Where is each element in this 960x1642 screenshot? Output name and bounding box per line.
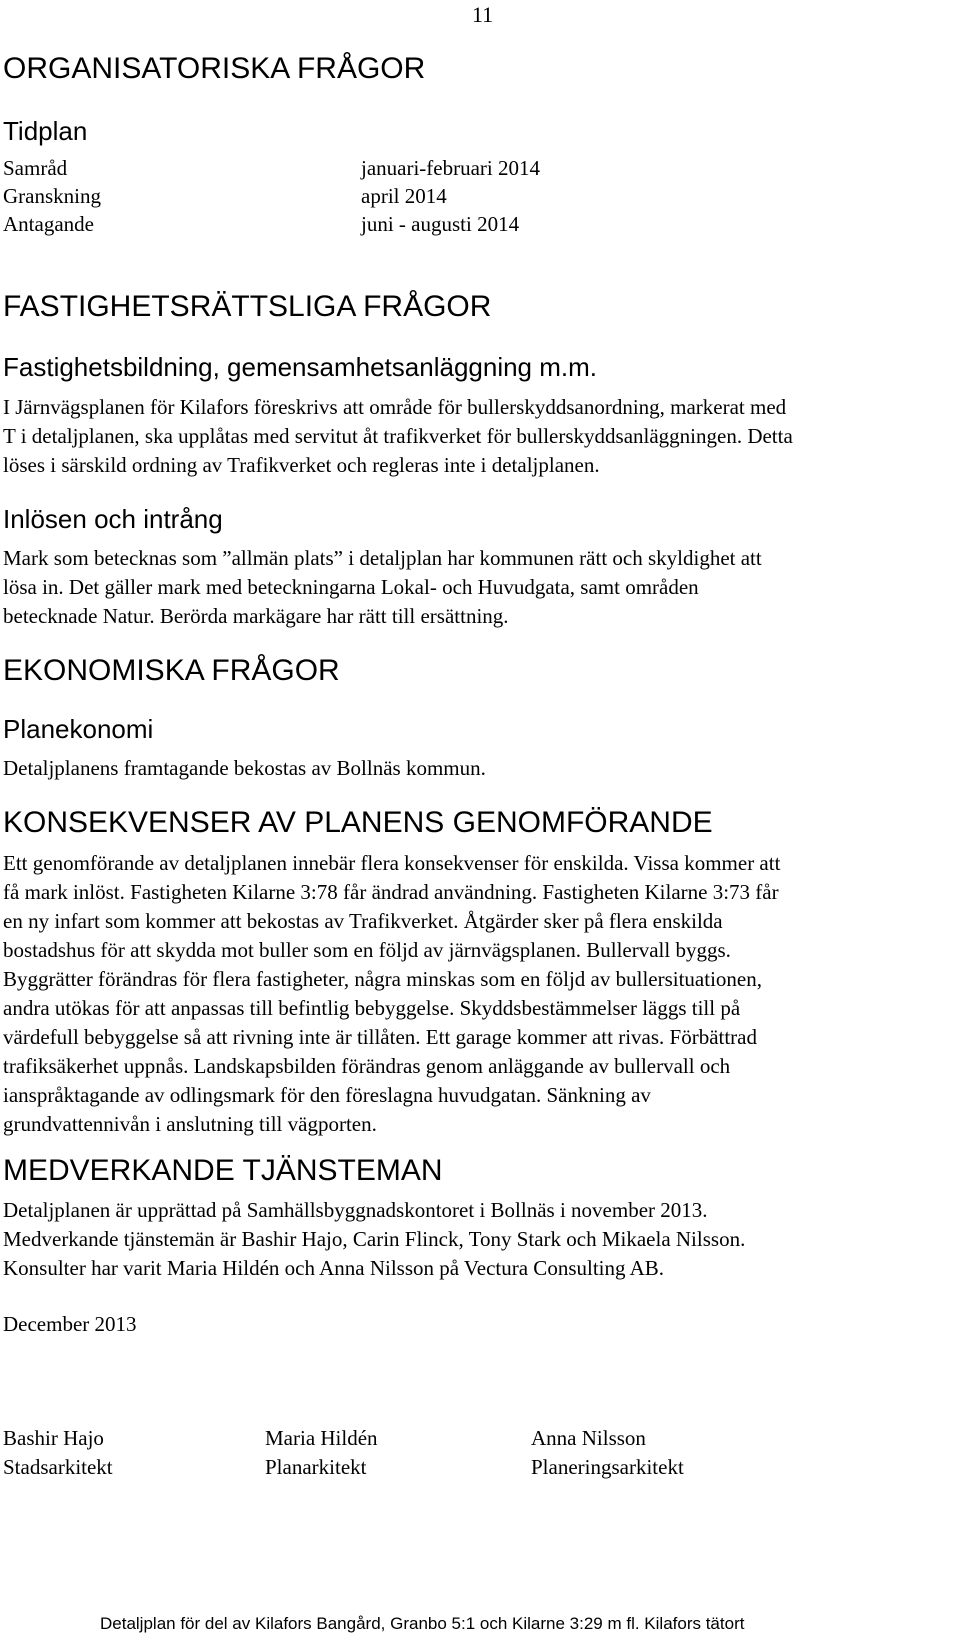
signature-block	[3, 1424, 113, 1482]
signature-name: Anna Nilsson	[531, 1426, 646, 1450]
paragraph-medverkande	[3, 1196, 943, 1283]
text-line: en ny infart som kommer att bekostas av Trafikverket. Åtgärder sker på flera enskilda	[3, 909, 723, 933]
document-date: December 2013	[3, 1312, 137, 1336]
heading-organisatoriska: ORGANISATORISKA FRÅGOR	[3, 52, 426, 85]
text-line: Ett genomförande av detaljplanen innebär flera konsekvenser för enskilda. Vissa kommer att	[3, 851, 781, 875]
heading-fastighetsrattsliga: FASTIGHETSRÄTTSLIGA FRÅGOR	[3, 290, 492, 323]
signature-name: Bashir Hajo	[3, 1426, 104, 1450]
text-line: andra utökas för att anpassas till befintlig bebyggelse. Skyddsbestämmelser läggs till på	[3, 996, 741, 1020]
signature-title: Planeringsarkitekt	[531, 1455, 684, 1479]
paragraph-inlosen	[3, 544, 943, 631]
paragraph-fastighetsbildning	[3, 393, 943, 480]
text-line: Detaljplanens framtagande bekostas av Bollnäs kommun.	[3, 756, 486, 780]
heading-inlosen: Inlösen och intrång	[3, 504, 223, 534]
signature-name: Maria Hildén	[265, 1426, 378, 1450]
text-line: få mark inlöst. Fastigheten Kilarne 3:78 får ändrad användning. Fastigheten Kilarne 3:73 får	[3, 880, 779, 904]
text-line: T i detaljplanen, ska upplåtas med servitut åt trafikverket för bullerskyddsanläggningen. Detta	[3, 424, 793, 448]
text-line: Detaljplanen är upprättad på Samhällsbyggnadskontoret i Bollnäs i november 2013.	[3, 1198, 708, 1222]
text-line: ianspråktagande av odlingsmark för den föreslagna huvudgatan. Sänkning av	[3, 1083, 651, 1107]
text-line: Byggrätter förändras för flera fastigheter, några minskas som en följd av bullersituationen,	[3, 967, 762, 991]
paragraph-konsekvenser	[3, 849, 943, 1139]
heading-planekonomi: Planekonomi	[3, 714, 154, 744]
text-line: Medverkande tjänstemän är Bashir Hajo, Carin Flinck, Tony Stark och Mikaela Nilsson.	[3, 1227, 746, 1251]
text-line: grundvattennivån i anslutning till vägporten.	[3, 1112, 377, 1136]
text-line: Konsulter har varit Maria Hildén och Anna Nilsson på Vectura Consulting AB.	[3, 1256, 665, 1280]
signature-block	[265, 1424, 378, 1482]
signature-title: Planarkitekt	[265, 1455, 367, 1479]
tidplan-value-antagande: juni - augusti 2014	[361, 212, 520, 236]
heading-tidplan: Tidplan	[3, 116, 88, 146]
tidplan-value-samrad: januari-februari 2014	[361, 156, 541, 180]
text-line: trafiksäkerhet uppnås. Landskapsbilden förändras genom anläggande av bullervall och	[3, 1054, 731, 1078]
heading-konsekvenser: KONSEKVENSER AV PLANENS GENOMFÖRANDE	[3, 806, 713, 839]
heading-ekonomiska: EKONOMISKA FRÅGOR	[3, 654, 340, 687]
tidplan-value-granskning: april 2014	[361, 184, 447, 208]
page-footer: Detaljplan för del av Kilafors Bangård, Granbo 5:1 och Kilarne 3:29 m fl. Kilafors tätort	[100, 1614, 745, 1633]
tidplan-label-antagande: Antagande	[3, 212, 94, 236]
paragraph-planekonomi	[3, 754, 943, 783]
page-number: 11	[472, 2, 494, 27]
signature-title: Stadsarkitekt	[3, 1455, 113, 1479]
tidplan-label-granskning: Granskning	[3, 184, 101, 208]
heading-medverkande: MEDVERKANDE TJÄNSTEMAN	[3, 1154, 443, 1187]
heading-fastighetsbildning: Fastighetsbildning, gemensamhetsanläggning m.m.	[3, 352, 598, 382]
text-line: Mark som betecknas som ”allmän plats” i detaljplan har kommunen rätt och skyldighet att	[3, 546, 762, 570]
text-line: löses i särskild ordning av Trafikverket och regleras inte i detaljplanen.	[3, 453, 600, 477]
text-line: värdefull bebyggelse så att rivning inte är tillåten. Ett garage kommer att rivas. Förbättrad	[3, 1025, 758, 1049]
text-line: I Järnvägsplanen för Kilafors föreskrivs att område för bullerskyddsanordning, markerat med	[3, 395, 787, 419]
tidplan-label-samrad: Samråd	[3, 156, 68, 180]
text-line: lösa in. Det gäller mark med beteckningarna Lokal- och Huvudgata, samt områden	[3, 575, 699, 599]
text-line: bostadshus för att skydda mot buller som en följd av järnvägsplanen. Bullervall byggs.	[3, 938, 731, 962]
text-line: betecknade Natur. Berörda markägare har rätt till ersättning.	[3, 604, 509, 628]
signature-block	[531, 1424, 684, 1482]
